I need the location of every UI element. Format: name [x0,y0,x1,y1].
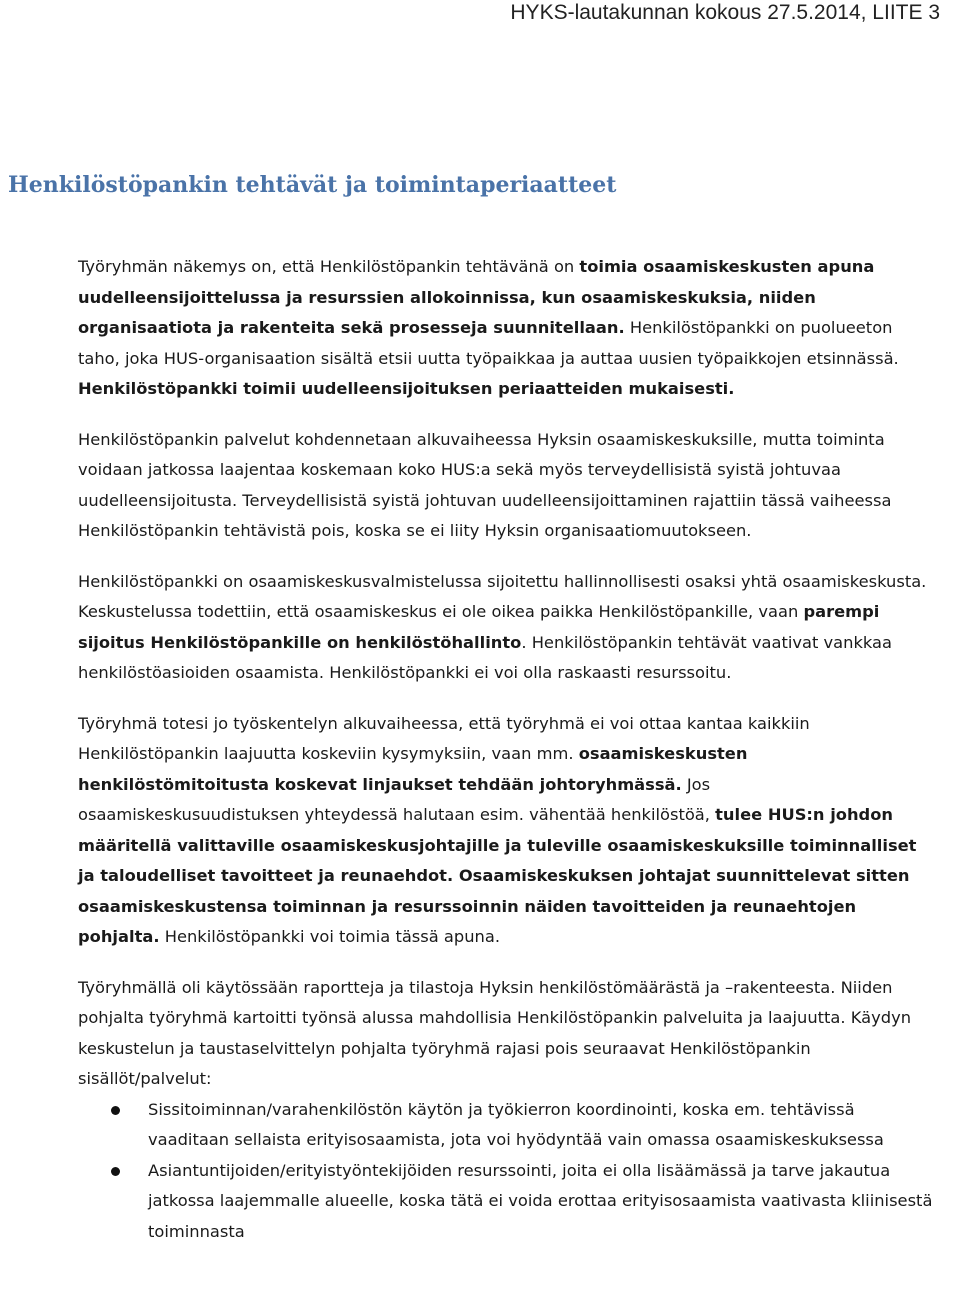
paragraph-2 [78,425,934,547]
paragraph-2-run-1: Henkilöstöpankin palvelut kohdennetaan alkuvaiheessa Hyksin osaamiskeskuksille, mutta toiminta voidaan jatkossa laajentaa koskemaan koko HUS:a sekä myös terveydellisistä syistä johtuvaa uudelleensijoitusta. Terveydellisistä syistä johtuvan uudelleensijoittaminen rajattiin tässä vaiheessa Henkilöstöpankin tehtävistä pois, koska se ei liity Hyksin organisaatiomuutokseen. [78,429,892,540]
paragraph-3-run-1: Henkilöstöpankki on osaamiskeskusvalmistelussa sijoitettu hallinnollisesti osaksi yhtä osaamiskeskusta. Keskustelussa todettiin, että osaamiskeskus ei ole oikea paikka Henkilöstöpankille, vaan [78,571,927,621]
paragraph-4-bold-2: tulee HUS:n johdon määritellä valittaville osaamiskeskusjohtajille ja tuleville osaamiskeskuksille toiminnalliset ja taloudelliset tavoitteet ja reunaehdot. Osaamiskeskuksen johtajat suunnittelevat sitten osaamiskeskustensa toiminnan ja resurssoinnin näiden tavoitteiden ja reunaehtojen pohjalta. [78,805,917,946]
paragraph-3 [78,567,934,689]
paragraph-3-run-3: . Henkilöstöpankin tehtävät vaativat vankkaa henkilöstöasioiden osaamista. Henkilöstöpankki ei voi olla raskaasti resurssoitu. [78,632,892,682]
list-item [78,1095,934,1156]
paragraph-5-run-1: Työryhmällä oli käytössään raportteja ja tilastoja Hyksin henkilöstömäärästä ja –rakenteesta. Niiden pohjalta työryhmä kartoitti työnsä alussa mahdollisia Henkilöstöpankin palveluita ja laajuutta. Käydyn keskustelun ja taustaselvittelyn pohjalta työryhmä rajasi pois seuraavat Henkilöstöpankin sisällöt/palvelut: [78,977,912,1088]
paragraph-3-bold-1: parempi sijoitus Henkilöstöpankille on henkilöstöhallinto [78,602,880,652]
paragraph-1-run-1: Työryhmän näkemys on, että Henkilöstöpankin tehtävänä on [78,257,580,276]
paragraph-4-run-5: Henkilöstöpankki voi toimia tässä apuna. [159,927,501,946]
paragraph-1-run-3: Henkilöstöpankki on puolueeton taho, joka HUS-organisaation sisältä etsii uutta työpaikkaa ja auttaa uusien työpaikkojen etsinnässä. [78,318,899,368]
bullet-list [78,1095,934,1248]
document-body [78,252,934,1247]
document-title: Henkilöstöpankin tehtävät ja toimintaperiaatteet [8,172,617,198]
paragraph-5 [78,973,934,1095]
bullet-icon [111,1167,120,1176]
page-header: HYKS-lautakunnan kokous 27.5.2014, LIITE 3 [510,1,940,24]
paragraph-4-run-1: Työryhmä totesi jo työskentelyn alkuvaiheessa, että työryhmä ei voi ottaa kantaa kaikkiin Henkilöstöpankin laajuutta koskeviin kysymyksiin, vaan mm. [78,713,810,763]
paragraph-4-run-3: Jos osaamiskeskusuudistuksen yhteydessä halutaan esim. vähentää henkilöstöä, [78,774,716,824]
paragraph-1-bold-1: toimia osaamiskeskusten apuna uudelleensijoittelussa ja resurssien allokoinnissa, kun osaamiskeskuksia, niiden organisaatiota ja rakenteita sekä prosesseja suunnitellaan. [78,257,875,337]
paragraph-1 [78,252,934,405]
paragraph-4 [78,709,934,953]
list-item-text: Sissitoiminnan/varahenkilöstön käytön ja työkierron koordinointi, koska em. tehtävissä vaaditaan sellaista erityisosaamista, jota voi hyödyntää vain omassa osaamiskeskuksessa [148,1099,884,1149]
list-item [78,1156,934,1248]
bullet-icon [111,1106,120,1115]
list-item-text: Asiantuntijoiden/erityistyöntekijöiden resurssointi, joita ei olla lisäämässä ja tarve jakautua jatkossa laajemmalle alueelle, koska tätä ei voida erottaa erityisosaamista vaativasta kliinisestä toiminnasta [148,1160,933,1241]
paragraph-1-bold-2: Henkilöstöpankki toimii uudelleensijoituksen periaatteiden mukaisesti. [78,379,735,398]
paragraph-4-bold-1: osaamiskeskusten henkilöstömitoitusta koskevat linjaukset tehdään johtoryhmässä. [78,744,748,794]
